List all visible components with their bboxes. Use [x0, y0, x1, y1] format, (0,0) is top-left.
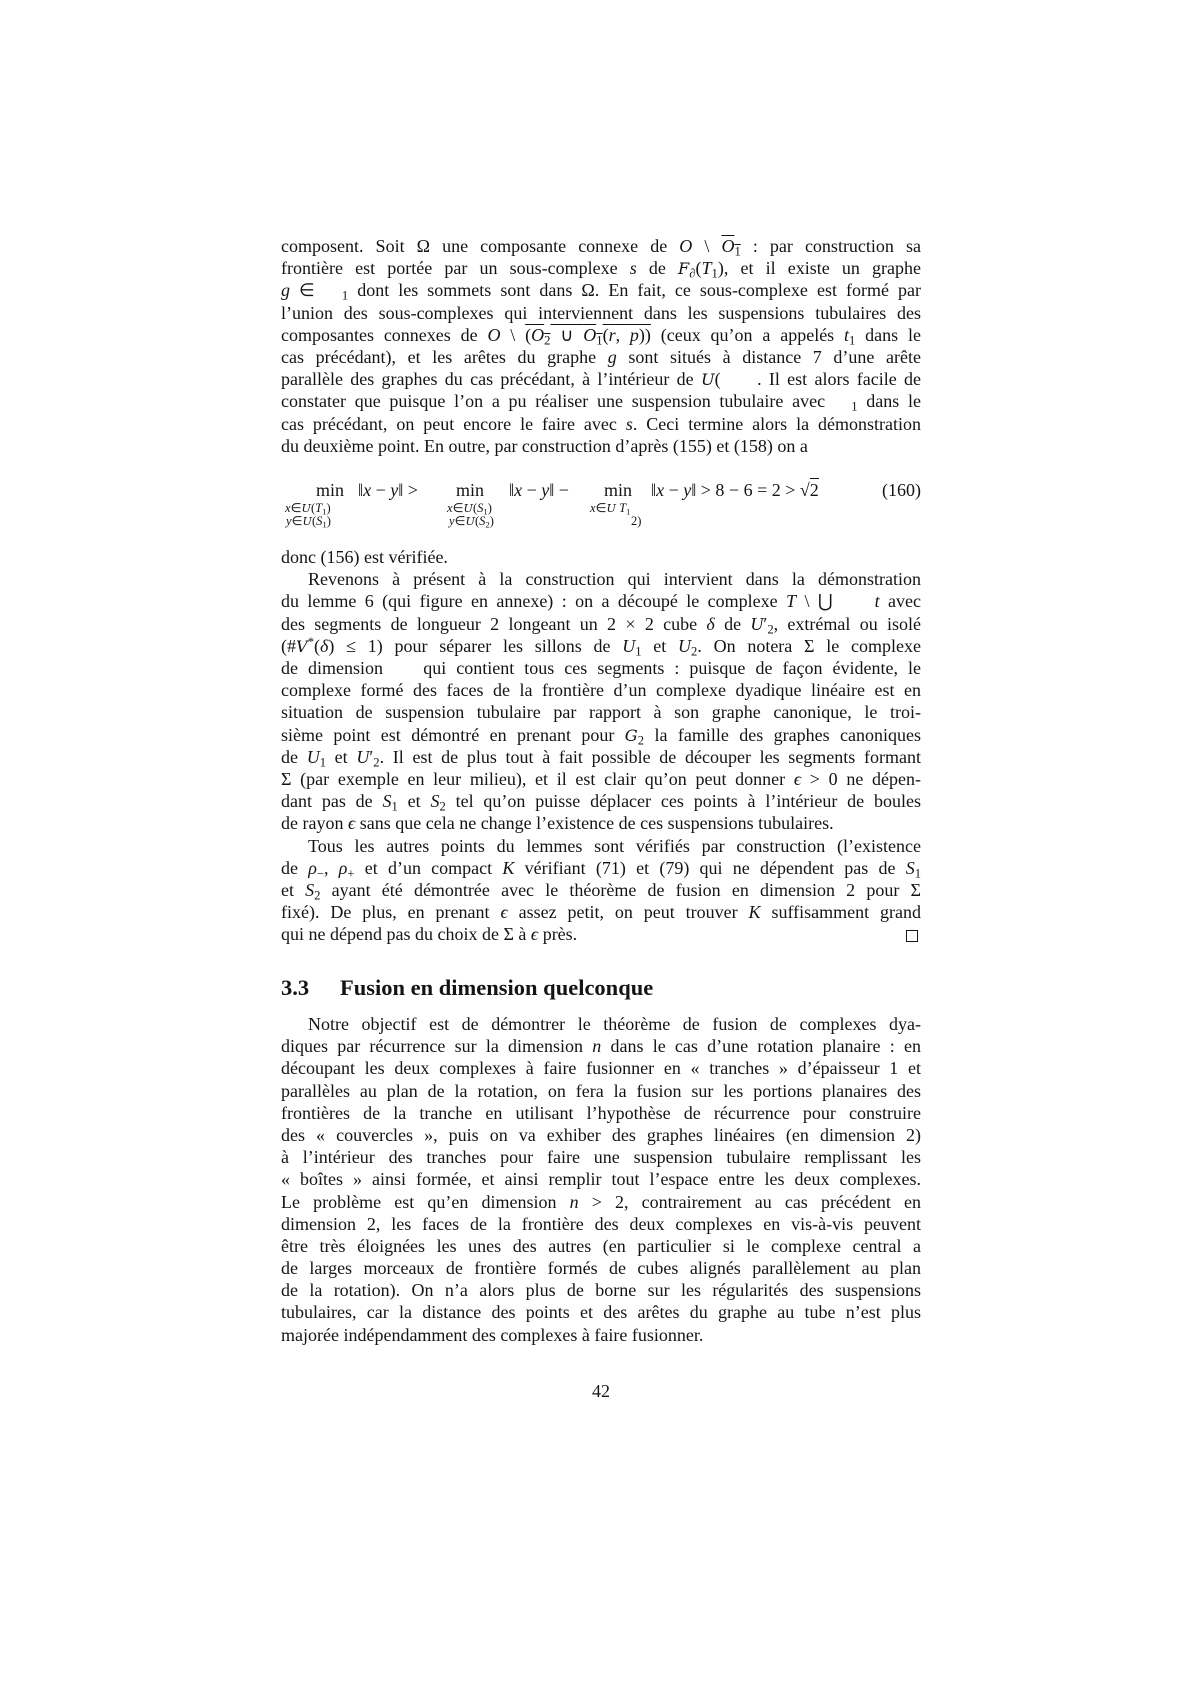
- text-line: [281, 546, 921, 568]
- text-line: [281, 679, 921, 701]
- math-italic: O: [487, 324, 501, 345]
- text-run: frontière est portée par un sous-complexe: [281, 258, 630, 279]
- text-run: parallèle des graphes du cas précédant, à l’intérieur de: [281, 369, 701, 390]
- text-run: ): [326, 501, 331, 515]
- text-line: [281, 1279, 921, 1301]
- text-run: de: [636, 258, 679, 279]
- text-run: avec: [879, 591, 922, 612]
- text-line: [281, 435, 921, 457]
- text-run: dant pas de: [281, 791, 383, 812]
- math-italic: y: [390, 480, 399, 500]
- text-line: [281, 235, 921, 257]
- text-run: majorée indépendamment des complexes à faire fusionner.: [281, 1324, 704, 1345]
- math-subscript: 1: [596, 333, 603, 348]
- math-italic: S: [316, 514, 323, 528]
- text-line: [281, 1235, 921, 1257]
- text-run: ‖: [509, 480, 515, 500]
- text-run: ( . Il est alors facile de: [714, 369, 921, 390]
- text-line: [281, 346, 921, 368]
- math-subscript: 2: [485, 519, 490, 530]
- text-run: du deuxième point. En outre, par construction d’après (155) et (158) on a: [281, 435, 808, 456]
- text-run: des « couvercles », puis on va exhiber des graphes linéaires (en dimension 2): [281, 1124, 921, 1145]
- text-line: [281, 302, 921, 324]
- text-line: [281, 1013, 921, 1035]
- text-run: fixé). De plus, en prenant: [281, 902, 501, 923]
- text-line: [281, 568, 921, 590]
- text-line: [281, 1124, 921, 1146]
- math-italic: t: [874, 591, 880, 612]
- text-run: (: [695, 258, 702, 279]
- text-run: , extrémal ou isolé: [773, 613, 921, 634]
- text-run: situation de suspension tubulaire par rapport à son graphe canonique, le troi-: [281, 702, 921, 723]
- text-line: [281, 1191, 921, 1213]
- text-run: dans le: [855, 324, 921, 345]
- math-italic: p: [629, 324, 639, 345]
- text-run: des segments de longueur 2 longeant un 2 × 2 cube: [281, 613, 707, 634]
- text-run: la famille des graphes canoniques: [644, 724, 921, 745]
- math-italic: U: [306, 746, 320, 767]
- text-run: du lemme 6 (qui figure en annexe) : on a découpé le complexe: [281, 591, 787, 612]
- text-line: [281, 857, 921, 879]
- text-run: Σ (par exemple en leur milieu), et il est clair qu’on peut donner: [281, 768, 794, 789]
- page-number: 42: [592, 1381, 610, 1401]
- math-subscript: 1: [391, 799, 398, 814]
- paragraph-continuation: [281, 235, 921, 457]
- paragraph-tous-les-autres: [281, 835, 921, 946]
- math-italic: K: [502, 857, 515, 878]
- math-superscript: *: [307, 634, 314, 649]
- text-run: ∈: [595, 501, 607, 515]
- text-run: ∈: [290, 501, 302, 515]
- math-calligraphic: U: [700, 370, 715, 390]
- text-run: composent. Soit Ω une composante connexe de: [281, 236, 680, 256]
- text-line: [281, 657, 921, 679]
- math-italic: S: [430, 791, 440, 812]
- text-run: donc (156) est vérifiée.: [281, 547, 448, 567]
- math-overline: [525, 324, 651, 348]
- text-run: (#: [281, 635, 296, 656]
- math-italic: ϵ: [793, 768, 802, 789]
- text-run: Revenons à présent à la construction qui intervient dans la démonstration: [308, 569, 921, 590]
- text-run: de dimension qui contient tous ces segments : puisque de façon évidente, le: [281, 657, 921, 678]
- math-italic: ϵ: [500, 902, 508, 923]
- math-subscript: 1: [322, 519, 327, 530]
- math-italic: K: [748, 902, 761, 923]
- text-run: être très éloignées les unes des autres (en particulier si le complexe central a: [281, 1235, 921, 1256]
- math-subscript: −: [316, 866, 324, 881]
- math-italic: S: [382, 791, 392, 812]
- text-run: . On notera Σ le complexe: [697, 635, 921, 656]
- text-run: et: [281, 879, 306, 900]
- section-number: 3.3: [281, 975, 310, 1000]
- math-subscript: 1: [711, 266, 718, 281]
- text-run: ‖ −: [549, 480, 569, 500]
- math-italic: y: [286, 514, 292, 528]
- text-run: (ceux qu’on a appelés: [650, 324, 845, 345]
- text-line: [281, 390, 921, 412]
- text-run: (: [474, 514, 480, 528]
- text-line: [281, 746, 921, 768]
- section-title: Fusion en dimension quelconque: [340, 975, 654, 1000]
- text-run: et: [325, 746, 357, 767]
- text-run: près.: [538, 924, 578, 945]
- text-run: et: [397, 791, 431, 812]
- text-run: constater que puisque l’on a pu réaliser une suspension tubulaire avec: [281, 391, 852, 412]
- min-3-limit-1: [590, 501, 630, 515]
- text-run: (: [310, 501, 316, 515]
- paragraph-revenons: [281, 568, 921, 834]
- text-run: ) ≤ 1) pour séparer les sillons de: [328, 635, 623, 656]
- math-calligraphic: U: [463, 502, 473, 515]
- qed-square-icon: [906, 930, 918, 942]
- norm-term-3: [651, 479, 819, 501]
- text-run: Tous les autres points du lemmes sont vérifiés par construction (l’existence: [308, 835, 921, 856]
- math-subscript: 2: [767, 622, 774, 637]
- math-italic: g: [607, 346, 617, 367]
- math-calligraphic: U: [606, 502, 616, 515]
- math-italic: O: [583, 324, 597, 345]
- text-run: > 2, contrairement au cas précédent en: [578, 1191, 922, 1212]
- math-overline: [721, 236, 741, 259]
- math-italic: g: [281, 280, 290, 301]
- equation-number: (160): [882, 480, 921, 500]
- text-run: tubulaires, car la distance des points et des arêtes du graphe au tube n’est plus: [281, 1302, 921, 1323]
- text-run: ,: [323, 857, 339, 878]
- text-run: sième point est démontré en prenant pour: [281, 724, 625, 745]
- text-run: ′: [369, 746, 374, 767]
- text-line: [281, 835, 921, 857]
- norm-term-1: [358, 479, 418, 501]
- math-calligraphic: U: [301, 502, 311, 515]
- text-run: ∈: [454, 514, 466, 528]
- text-run: ‖: [358, 480, 364, 500]
- math-subscript: 1: [483, 506, 488, 517]
- math-italic: y: [541, 480, 550, 500]
- math-subscript: 1: [914, 866, 921, 881]
- text-run: cas précédant, on peut encore le faire avec: [281, 413, 626, 434]
- text-run: dans le cas d’une rotation planaire : en: [601, 1036, 921, 1057]
- math-italic: S: [477, 501, 484, 515]
- math-italic: S: [479, 514, 486, 528]
- text-run: de: [281, 857, 309, 878]
- math-radical-bar: 2: [809, 480, 819, 500]
- math-italic: ρ: [338, 857, 348, 878]
- math-subscript: 1: [849, 333, 856, 348]
- text-run: de larges morceaux de frontière formés de cubes alignés parallèlement au plan: [281, 1258, 921, 1279]
- math-italic: x: [590, 501, 596, 515]
- math-italic: δ: [706, 613, 715, 634]
- text-line: [281, 1102, 921, 1124]
- math-subscript: 1: [341, 288, 349, 303]
- text-run: Le problème est qu’en dimension: [281, 1191, 570, 1212]
- math-italic: T: [315, 501, 323, 515]
- math-italic: s: [629, 258, 637, 279]
- math-italic: r: [608, 324, 616, 345]
- text-run: et: [641, 635, 679, 656]
- text-line: [281, 768, 921, 790]
- text-line: [281, 590, 921, 612]
- text-run: à l’intérieur des tranches pour faire une suspension tubulaire remplissant les: [281, 1147, 921, 1168]
- text-run: « boîtes » ainsi formée, et ainsi remplir tout l’espace entre les deux complexes.: [281, 1169, 921, 1190]
- math-italic: t: [844, 324, 850, 345]
- text-run: (: [602, 324, 609, 345]
- text-run: )): [638, 324, 651, 345]
- text-line: [281, 413, 921, 435]
- text-run: composantes connexes de: [281, 324, 488, 345]
- text-run: assez petit, on peut trouver: [507, 902, 749, 923]
- text-run: : par construction sa: [740, 236, 921, 256]
- math-italic: x: [514, 480, 523, 500]
- text-run: de rayon: [281, 813, 348, 834]
- math-subscript: 1: [626, 506, 631, 517]
- text-run: −: [664, 480, 684, 500]
- math-italic: O: [679, 236, 693, 256]
- text-line: [281, 368, 921, 390]
- text-line: [281, 257, 921, 279]
- min-1-limit-2: [286, 514, 331, 528]
- text-run: de: [714, 613, 751, 634]
- math-italic: T: [786, 591, 797, 612]
- text-line: [281, 701, 921, 723]
- math-italic: y: [449, 514, 455, 528]
- text-line: [281, 1301, 921, 1323]
- text-run: vérifiant (71) et (79) qui ne dépendent pas de: [514, 857, 906, 878]
- text-run: dans le: [857, 391, 921, 412]
- math-subscript: 2: [691, 644, 698, 659]
- text-run: ∈: [452, 501, 464, 515]
- text-run: . Ceci termine alors la démonstration: [632, 413, 921, 434]
- text-run: sont situés à distance 7 d’une arête: [616, 346, 921, 367]
- text-run: suffisamment grand: [760, 902, 921, 923]
- text-run: ), et il existe un graphe: [717, 258, 921, 279]
- text-line: [281, 1168, 921, 1190]
- text-run: diques par récurrence sur la dimension: [281, 1036, 593, 1057]
- text-run: de: [281, 746, 307, 767]
- text-line: [281, 1035, 921, 1057]
- text-run: sans que cela ne change l’existence de ces suspensions tubulaires.: [355, 813, 834, 834]
- text-run: ): [489, 514, 494, 528]
- min-3-limit-2: 2): [631, 514, 642, 528]
- text-run: et d’un compact: [354, 857, 503, 878]
- text-line: [281, 1324, 921, 1346]
- min-operator-3: min: [604, 480, 633, 500]
- math-italic: δ: [320, 635, 329, 656]
- math-italic: x: [447, 501, 453, 515]
- math-italic: y: [683, 480, 692, 500]
- text-run: ∪: [550, 324, 584, 345]
- text-run: (: [311, 514, 317, 528]
- math-calligraphic: G: [624, 725, 638, 745]
- math-italic: ρ: [308, 857, 317, 878]
- math-italic: O: [531, 324, 545, 345]
- norm-term-2: [509, 479, 569, 501]
- text-run: dont les sommets sont dans Ω. En fait, ce sous-complexe est formé par: [348, 280, 921, 301]
- math-subscript: 1: [322, 506, 327, 517]
- math-calligraphic: F: [678, 259, 690, 279]
- text-line: [281, 879, 921, 901]
- math-subscript: 2: [373, 755, 380, 770]
- math-subscript: 2: [544, 333, 551, 348]
- text-run: ayant été démontrée avec le théorème de fusion en dimension 2 pour Σ: [320, 879, 921, 900]
- math-subscript: 1: [734, 244, 741, 259]
- text-run: ′: [763, 613, 768, 634]
- paragraph-notre-objectif: [281, 1013, 921, 1346]
- math-subscript: +: [347, 866, 355, 881]
- math-subscript: 1: [319, 755, 326, 770]
- math-italic: s: [625, 413, 633, 434]
- text-line: [281, 1057, 921, 1079]
- min-operator-1: min: [316, 480, 345, 500]
- text-run: −: [522, 480, 542, 500]
- text-run: ‖ > 8 − 6 = 2 > √: [691, 480, 810, 500]
- text-run: (: [472, 501, 478, 515]
- text-line: [281, 1080, 921, 1102]
- text-run: ,: [615, 324, 630, 345]
- math-italic: S: [305, 879, 315, 900]
- text-run: l’union des sous-complexes qui interviennent dans les suspensions tubulaires des: [281, 302, 921, 323]
- text-run: . Il est de plus tout à fait possible de découper les segments formant: [379, 746, 921, 767]
- math-italic: S: [905, 857, 915, 878]
- text-run: découpant les deux complexes à faire fusionner en « tranches » d’épaisseur 1 et: [281, 1058, 921, 1079]
- math-calligraphic: U: [302, 515, 312, 528]
- text-run: dimension 2, les faces de la frontière des deux complexes en vis-à-vis peuvent: [281, 1213, 921, 1234]
- text-run: ‖ >: [398, 480, 418, 500]
- math-italic: ϵ: [347, 813, 356, 834]
- text-run: \: [692, 236, 722, 256]
- math-calligraphic: V: [296, 636, 308, 656]
- text-run: Notre objectif est de démontrer le théorème de fusion de complexes dya-: [308, 1014, 921, 1034]
- text-line: [281, 613, 921, 635]
- math-italic: U: [678, 635, 692, 656]
- math-subscript: 1: [851, 399, 858, 414]
- text-run: ): [326, 514, 331, 528]
- math-calligraphic: U: [465, 515, 475, 528]
- text-line: [281, 1257, 921, 1279]
- text-run: ‖: [651, 480, 657, 500]
- text-line: [281, 790, 921, 812]
- text-line: [281, 812, 921, 834]
- math-italic: U: [750, 613, 764, 634]
- min-2-limit-2: [449, 514, 494, 528]
- math-italic: x: [656, 480, 665, 500]
- text-run: cas précédant), et les arêtes du graphe: [281, 346, 608, 367]
- text-run: qui ne dépend pas du choix de Σ à: [281, 924, 531, 945]
- text-run: ∈: [291, 514, 303, 528]
- text-line: [281, 1213, 921, 1235]
- math-italic: x: [363, 480, 372, 500]
- text-run: complexe formé des faces de la frontière d’un complexe dyadique linéaire est en: [281, 680, 921, 701]
- min-1-limit-1: [285, 501, 331, 515]
- text-run: tel qu’on puisse déplacer ces points à l’intérieur de boules: [445, 791, 921, 812]
- text-run: (: [525, 324, 532, 345]
- text-run: frontières de la tranche en utilisant l’hypothèse de récurrence pour construire: [281, 1102, 921, 1123]
- math-subscript: 2: [637, 733, 645, 748]
- math-italic: T: [701, 258, 712, 279]
- text-line: [281, 724, 921, 746]
- math-italic: U: [622, 635, 636, 656]
- text-run: \: [500, 324, 526, 345]
- text-run: ∈: [290, 280, 342, 301]
- math-italic: n: [569, 1191, 579, 1212]
- text-run: (: [314, 635, 320, 656]
- text-line: [281, 901, 921, 923]
- math-italic: O: [721, 236, 735, 256]
- text-run: \ ⋃: [796, 591, 875, 612]
- math-italic: n: [592, 1036, 602, 1057]
- min-operator-2: min: [456, 480, 485, 500]
- text-run: > 0 ne dépen-: [801, 768, 921, 789]
- text-run: parallèles au plan de la rotation, on fera la fusion sur les portions planaires des: [281, 1080, 921, 1101]
- text-run: −: [371, 480, 391, 500]
- text-run: de la rotation). On n’a alors plus de borne sur les régularités des suspensions: [281, 1280, 921, 1301]
- math-italic: x: [285, 501, 291, 515]
- paragraph-donc: [281, 546, 921, 568]
- math-italic: U: [356, 746, 370, 767]
- math-subscript: 1: [635, 644, 642, 659]
- text-line: [281, 324, 921, 346]
- text-line: [281, 1146, 921, 1168]
- math-italic: ϵ: [530, 924, 539, 945]
- text-line: [281, 635, 921, 657]
- math-italic: T: [619, 501, 627, 515]
- math-subscript: 2: [439, 799, 446, 814]
- text-run: ): [487, 501, 492, 515]
- min-2-limit-1: [447, 501, 492, 515]
- math-subscript: ∂: [689, 266, 696, 281]
- text-line: [281, 279, 921, 301]
- text-line: [281, 923, 921, 945]
- math-subscript: 2: [314, 888, 321, 903]
